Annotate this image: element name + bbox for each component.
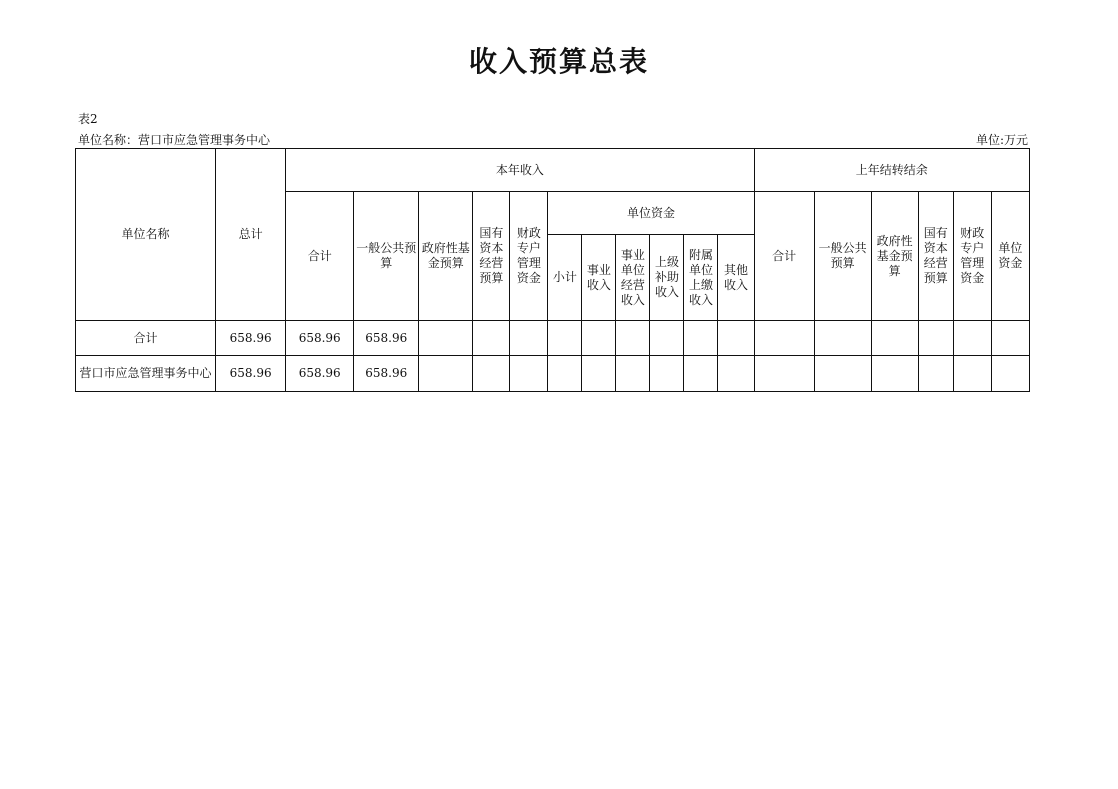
header-ly-gov-fund-budget: 政府性基金预算: [871, 192, 918, 321]
header-ly-fiscal-special-funds: 财政专户管理资金: [953, 192, 991, 321]
header-total: 总计: [216, 149, 286, 321]
header-general-budget: 一般公共预算: [354, 192, 419, 321]
header-ly-sum: 合计: [754, 192, 814, 321]
row-sum: 658.96: [286, 356, 354, 392]
row-sum: 658.96: [286, 321, 354, 356]
table-row-total: [76, 321, 1030, 356]
header-affiliated-income: 附属单位上缴收入: [684, 235, 718, 321]
header-fiscal-special-funds: 财政专户管理资金: [510, 192, 548, 321]
header-ly-general-budget: 一般公共预算: [814, 192, 871, 321]
row-name: 营口市应急管理事务中心: [76, 356, 216, 392]
header-business-ops-income: 事业单位经营收入: [616, 235, 650, 321]
unit-name-line: 单位名称：营口市应急管理事务中心: [78, 133, 271, 147]
row-general-budget: 658.96: [354, 356, 419, 392]
header-sum: 合计: [286, 192, 354, 321]
header-state-capital-budget: 国有资本经营预算: [473, 192, 510, 321]
page-title: 收入预算总表: [468, 45, 649, 78]
header-ly-unit-funds: 单位资金: [991, 192, 1029, 321]
header-last-year-carryover: 上年结转结余: [754, 149, 1029, 192]
table-row-unit: [76, 356, 1030, 392]
row-name: 合计: [76, 321, 216, 356]
table-number: 表2: [78, 112, 98, 126]
header-business-income: 事业收入: [582, 235, 616, 321]
income-budget-table: [75, 148, 1030, 392]
header-unit-funds: 单位资金: [548, 192, 754, 235]
row-general-budget: 658.96: [354, 321, 419, 356]
header-other-income: 其他收入: [718, 235, 754, 321]
header-superior-grant-income: 上级补助收入: [650, 235, 684, 321]
header-this-year-income: 本年收入: [286, 149, 754, 192]
header-ly-state-capital-budget: 国有资本经营预算: [918, 192, 953, 321]
currency-unit-label: 单位:万元: [975, 133, 1028, 147]
row-total: 658.96: [216, 356, 286, 392]
header-unit-name: 单位名称: [76, 149, 216, 321]
header-gov-fund-budget: 政府性基金预算: [419, 192, 473, 321]
row-total: 658.96: [216, 321, 286, 356]
header-subtotal: 小计: [548, 235, 582, 321]
